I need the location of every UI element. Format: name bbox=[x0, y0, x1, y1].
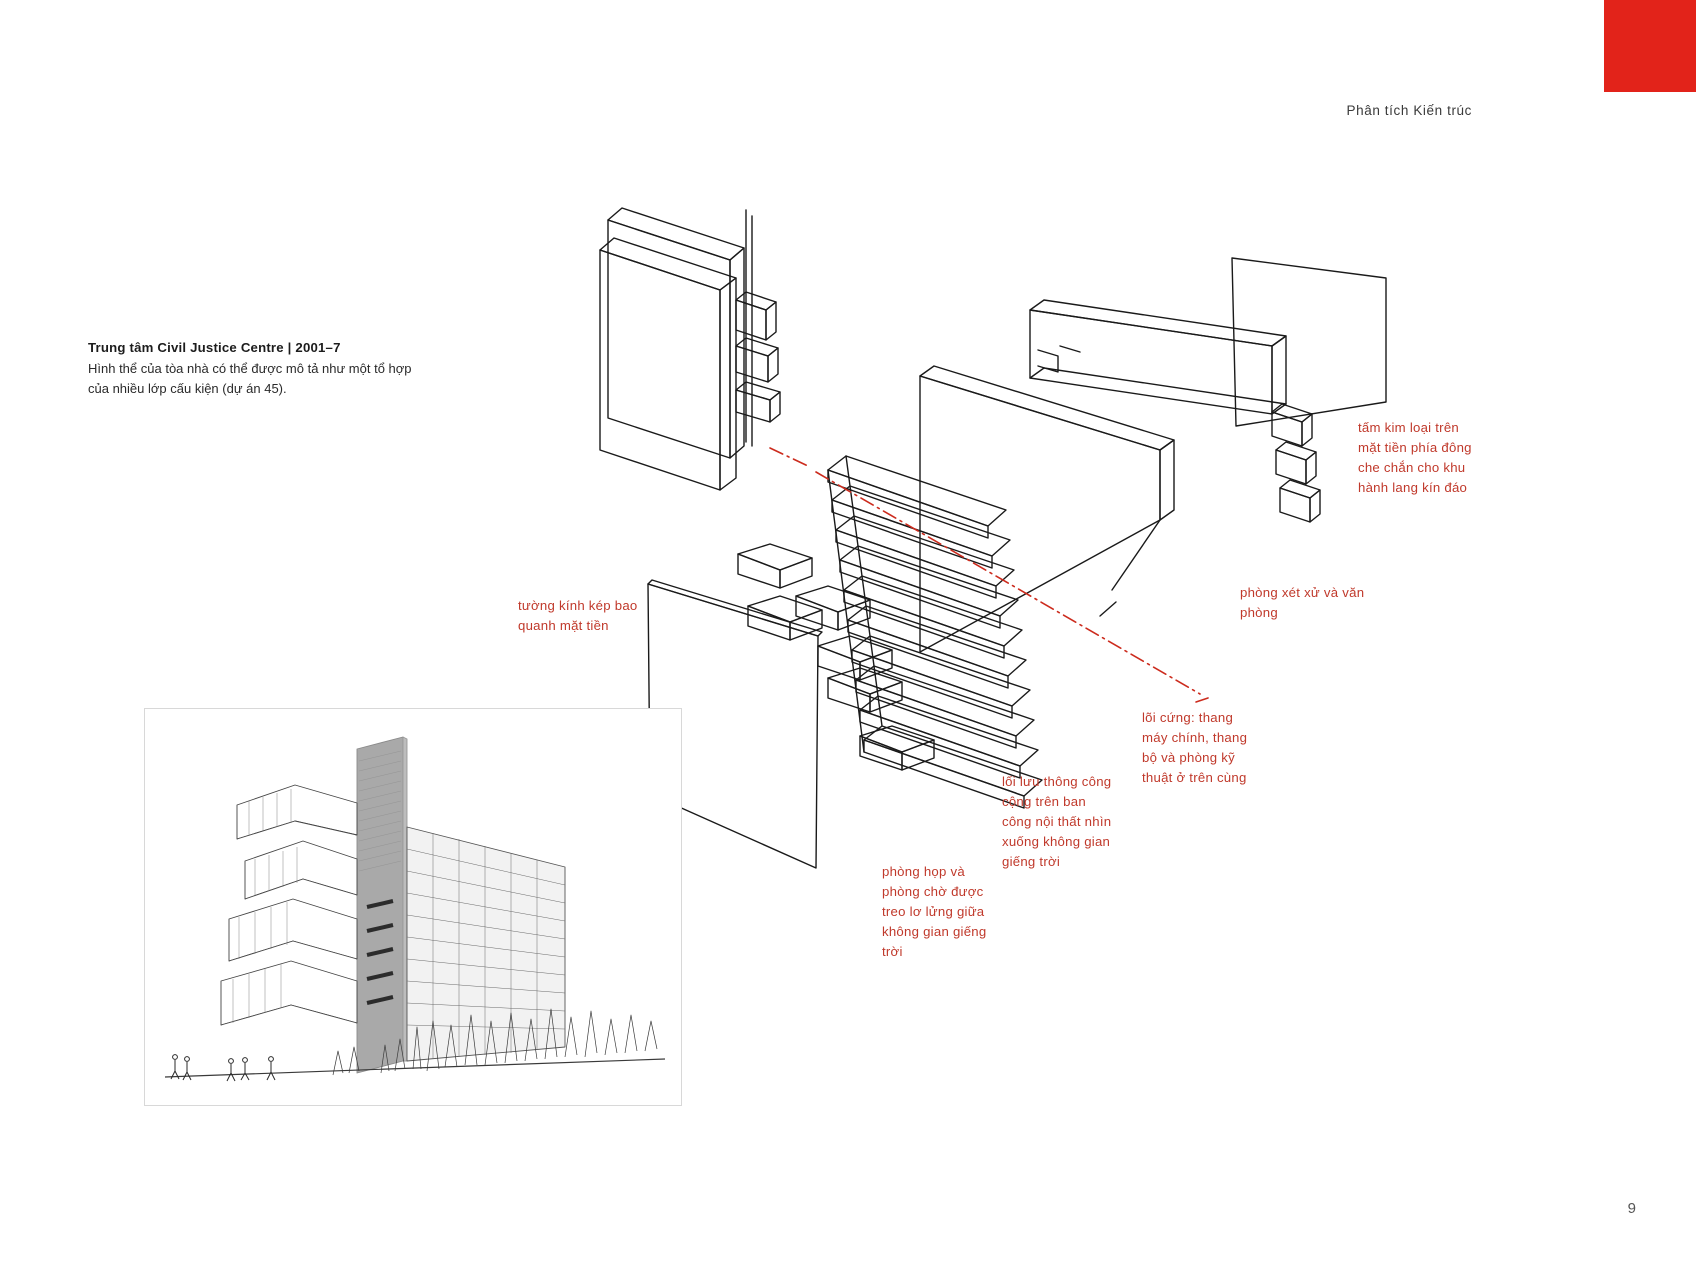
building-perspective-sketch bbox=[144, 708, 682, 1106]
courtroom-slab bbox=[1030, 300, 1320, 522]
caption-title: Trung tâm Civil Justice Centre | 2001–7 bbox=[88, 340, 341, 355]
meeting-room-boxes bbox=[738, 544, 934, 770]
facade-slab-lower bbox=[600, 238, 736, 490]
caption-body: Hình thể của tòa nhà có thể được mô tả như một tổ hợp của nhiều lớp cấu kiện (dự án 45). bbox=[88, 361, 412, 397]
facade-step-blocks bbox=[736, 210, 780, 446]
page-number: 9 bbox=[1627, 1200, 1636, 1217]
header-accent-block bbox=[1604, 0, 1696, 92]
annotation-metal-panel: tấm kim loại trên mặt tiền phía đông che chắn cho khu hành lang kín đáo bbox=[1358, 420, 1472, 496]
page-header-title: Phân tích Kiến trúc bbox=[1346, 103, 1472, 118]
annotation-circulation: lối lưu thông công cộng trên ban công nội thất nhìn xuống không gian giếng trời bbox=[1002, 774, 1112, 870]
metal-panel-plate bbox=[1232, 258, 1386, 426]
annotation-meeting: phòng họp và phòng chờ được treo lơ lửng giữa không gian giếng trời bbox=[882, 864, 987, 960]
caption-block bbox=[88, 340, 418, 399]
annotation-facade: tường kính kép bao quanh mặt tiền bbox=[518, 598, 638, 634]
alignment-axis bbox=[770, 448, 1208, 702]
facade-slab-upper bbox=[608, 208, 744, 458]
annotation-courtroom: phòng xét xử và văn phòng bbox=[1240, 585, 1365, 621]
annotation-core: lõi cứng: thang máy chính, thang bộ và phòng kỹ thuật ở trên cùng bbox=[1142, 710, 1248, 786]
